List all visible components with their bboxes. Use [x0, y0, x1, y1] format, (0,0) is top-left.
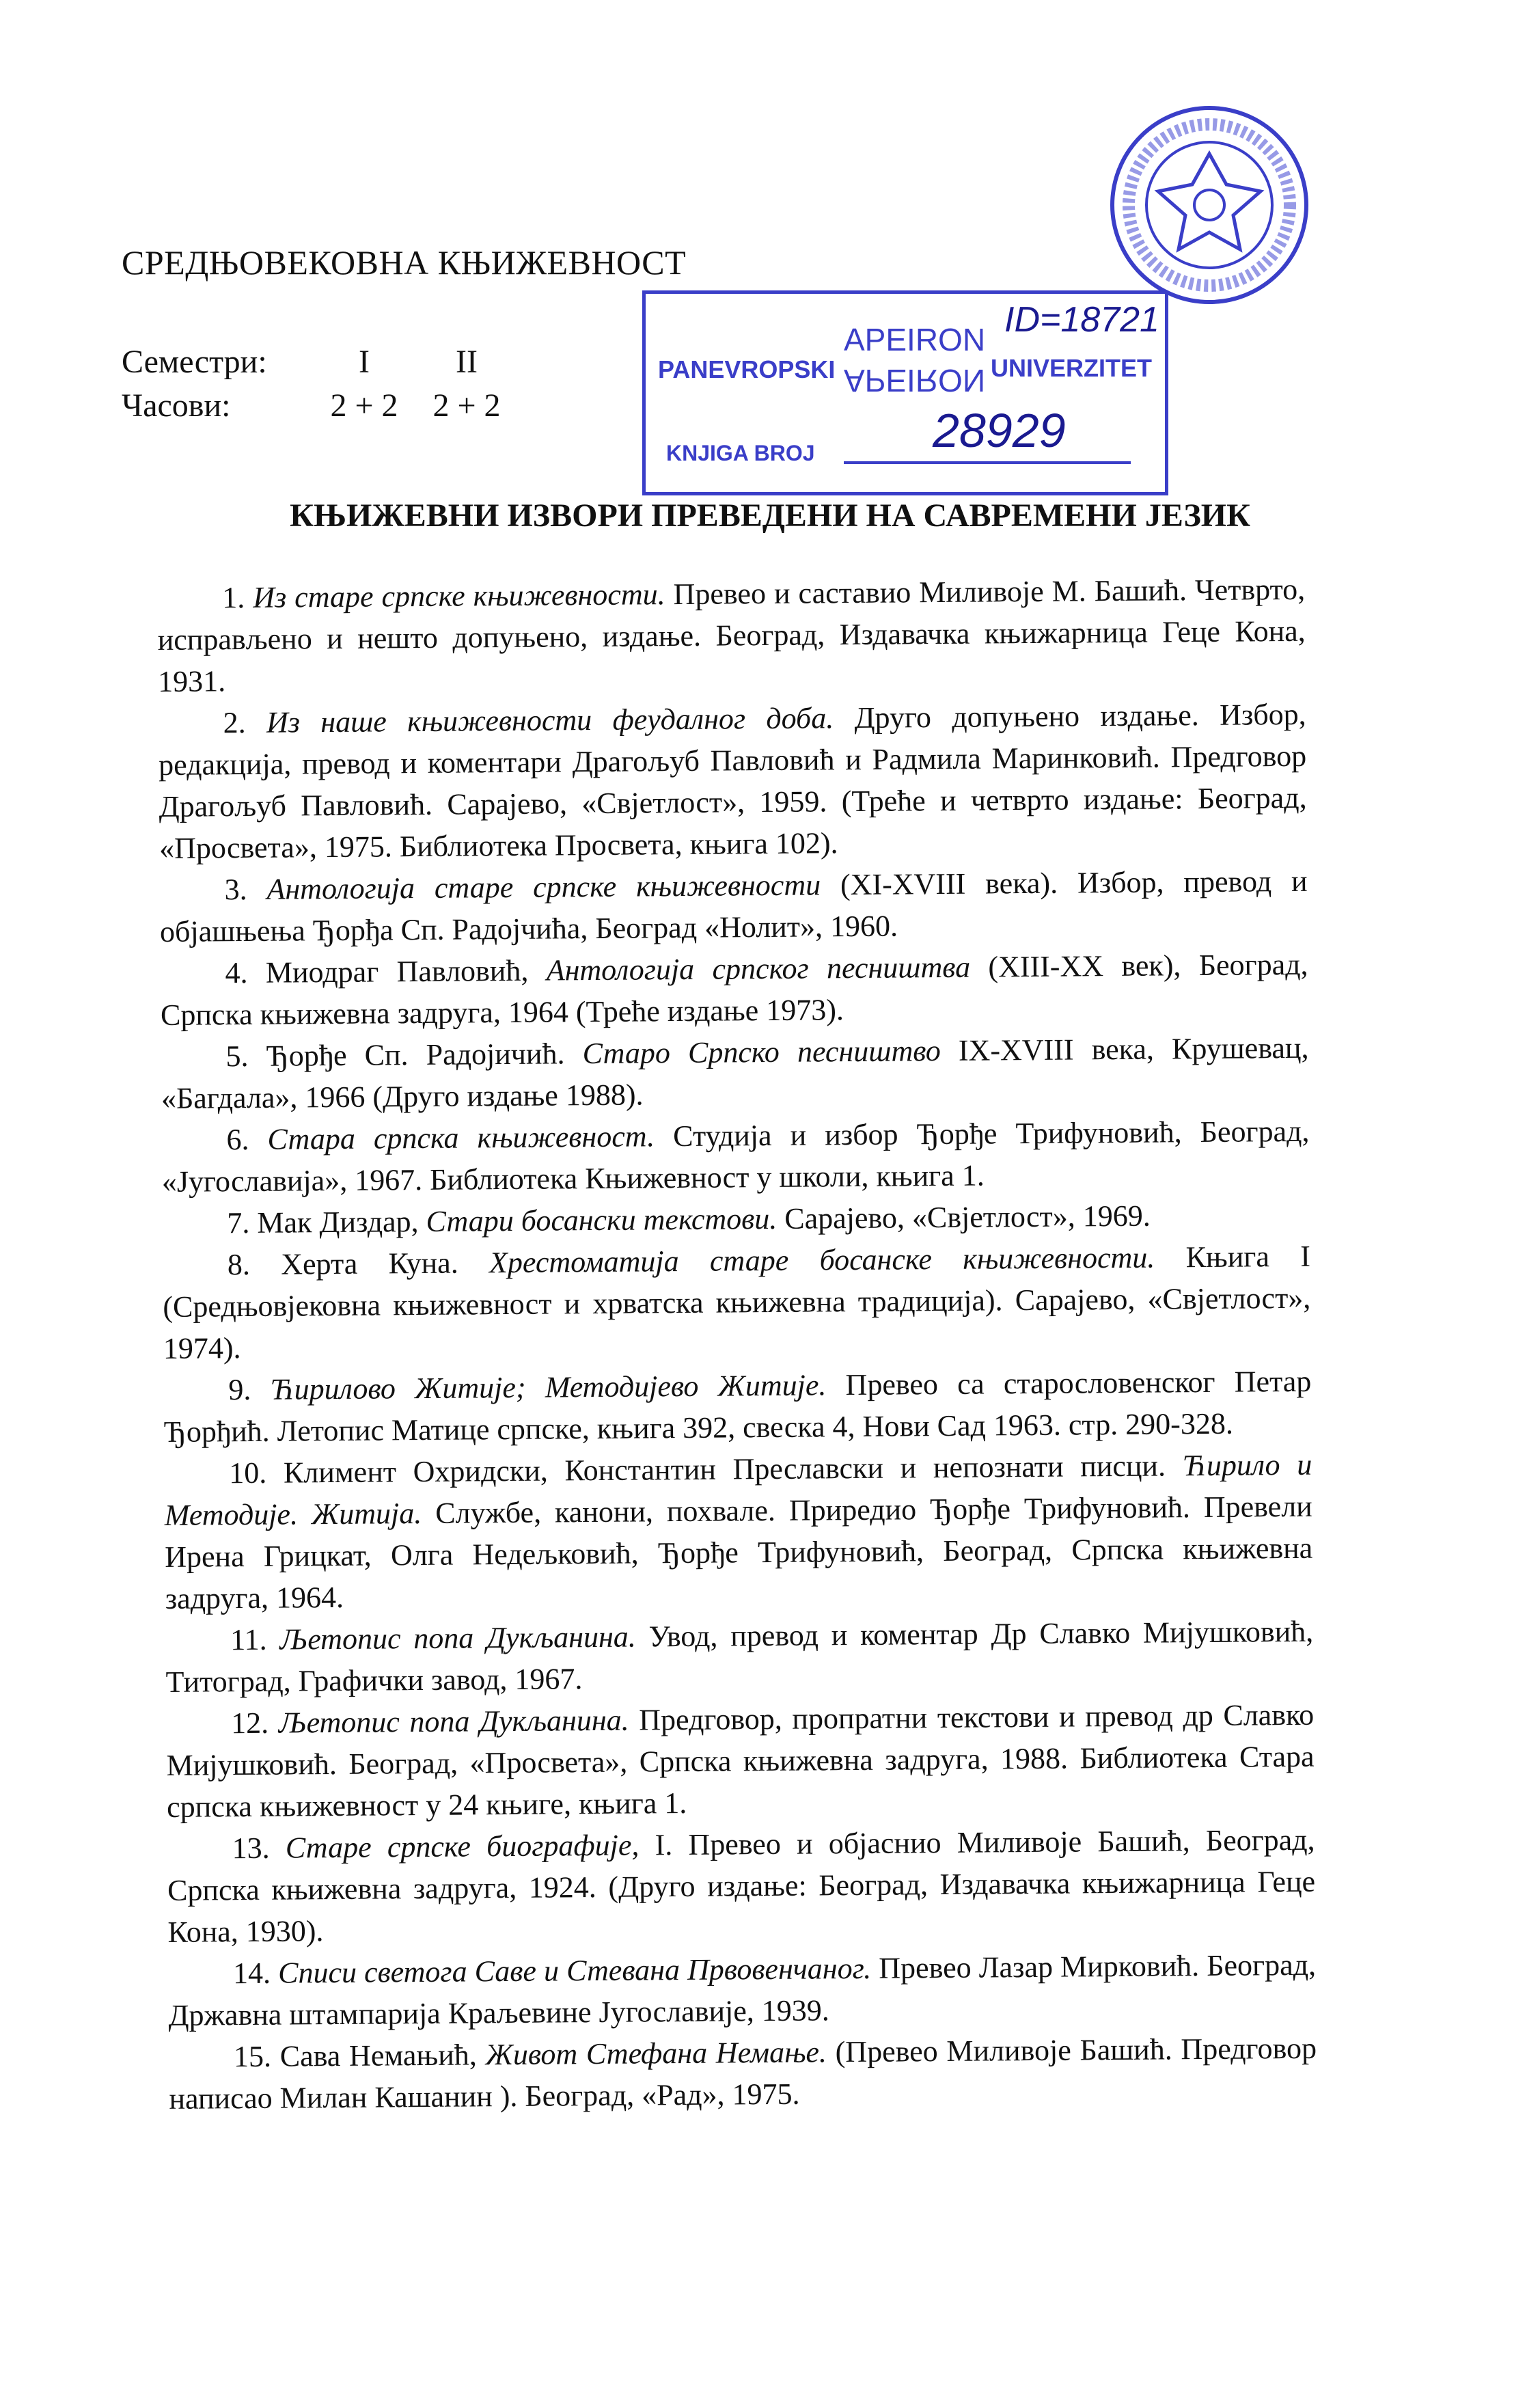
semester-hours-table	[122, 340, 518, 428]
entry-details: Друго допуњено издање. Избор, редакција, превод и коментари Драгољуб Павловић и Радмила Маринковић. Предговор Драгољуб Павловић. Сарајево, «Свјетлост», 1959. (Треће и четврто издање: Београд, «Просвета», 1975. Библиотека Просвета, књига 102).	[158, 697, 1307, 865]
entry-number: 2.	[223, 705, 246, 740]
hours-1: 2 + 2	[330, 387, 398, 424]
entry-details: Увод, превод и коментар Др Славко Мијушковић, Титоград, Графички завод, 1967.	[165, 1614, 1314, 1699]
bibliography-entry	[159, 860, 1308, 953]
entry-details: Превео и саставио Миливоје М. Башић. Четврто, исправљено и нешто допуњено, издање. Београд, Издавачка књижарница Геце Кона, 1931.	[157, 572, 1306, 698]
entry-details: Превео Лазар Мирковић. Београд, Државна штампарија Краљевине Југославије, 1939.	[168, 1948, 1317, 2032]
entry-title: Из наше књижевности феудалног доба.	[266, 701, 834, 739]
semesters-row	[122, 340, 518, 384]
hours-label: Часови:	[122, 387, 231, 424]
semester-2: II	[456, 344, 478, 380]
entry-details: Сарајево, «Свјетлост», 1969.	[777, 1199, 1151, 1236]
bibliography-entry	[165, 1611, 1314, 1703]
bibliography-entry	[158, 694, 1307, 869]
entry-author: Климент Охридски, Константин Преславски и непознати писци.	[283, 1449, 1183, 1490]
entry-number: 9.	[228, 1372, 251, 1407]
bibliography-entry	[163, 1361, 1312, 1453]
entry-title: Антологија српског песништва	[546, 950, 971, 987]
bibliography-entry	[160, 944, 1308, 1036]
bibliography-entry	[161, 1027, 1309, 1119]
university-seal-icon	[1107, 103, 1312, 308]
bibliography-entry	[164, 1444, 1313, 1620]
entry-title: Списи светога Саве и Стевана Првовенчаног.	[277, 1951, 872, 1990]
entry-details: Превео са старословенског Петар Ђорђић. Летопис Матице српске, књига 392, свеска 4, Нови Сад 1963. стр. 290-328.	[163, 1364, 1312, 1449]
entry-details: (XIII-XX век), Београд, Српска књижевна задруга, 1964 (Треће издање 1973).	[160, 947, 1308, 1032]
bibliography-list	[157, 569, 1317, 2120]
entry-details: Предговор, пропратни текстови и превод др Славко Мијушковић. Београд, «Просвета», Српска књижевна задруга, 1988. Библиотека Стара српска књижевност у 24 књиге, књига 1.	[166, 1697, 1315, 1824]
entry-number: 10.	[229, 1456, 267, 1490]
entry-number: 13.	[232, 1831, 270, 1866]
section-heading: КЊИЖЕВНИ ИЗВОРИ ПРЕВЕДЕНИ НА САВРЕМЕНИ ЈЕЗИК	[290, 497, 1250, 534]
entry-title: Хрестоматија старе босанске књижевности.	[489, 1240, 1155, 1280]
entry-author: Херта Куна.	[281, 1246, 490, 1281]
entry-author: Мак Диздар,	[257, 1204, 426, 1240]
entry-title: Живот Стефана Немање.	[485, 2035, 827, 2072]
stamp-book-number: 28929	[933, 404, 1066, 457]
semesters-label: Семестри:	[122, 344, 267, 380]
entry-number: 12.	[230, 1706, 269, 1740]
entry-title: Из старе српске књижевности.	[253, 577, 665, 614]
entry-title: Ћирилово Житије; Методијево Житије.	[270, 1368, 827, 1406]
entry-number: 3.	[224, 872, 247, 907]
entry-details: IX-XVIII века, Крушевац, «Багдала», 1966 (Друго издање 1988).	[161, 1030, 1309, 1115]
bibliography-entry	[163, 1236, 1311, 1369]
stamp-apeiron-mirror: APEIRON	[844, 363, 986, 398]
entry-details: (Превео Миливоје Башић. Предговор написао Милан Кашанин ). Београд, «Рад», 1975.	[169, 2031, 1317, 2116]
entry-number: 14.	[232, 1956, 271, 1991]
bibliography-entry	[161, 1110, 1310, 1203]
entry-number: 7.	[227, 1205, 250, 1240]
entry-details: I. Превео и објаснио Миливоје Башић, Београд, Српска књижевна задруга, 1924. (Друго издање: Београд, Издавачка књижарница Геце Кона, 1930).	[167, 1823, 1316, 1949]
entry-number: 1.	[222, 580, 245, 615]
entry-number: 15.	[233, 2039, 272, 2074]
stamp-id-handwritten: ID=18721	[1004, 300, 1159, 340]
hours-2: 2 + 2	[432, 387, 501, 424]
entry-number: 11.	[230, 1622, 267, 1657]
entry-number: 8.	[227, 1247, 251, 1282]
bibliography-entry	[166, 1694, 1315, 1828]
stamp-univerzitet: UNIVERZITET	[991, 354, 1153, 382]
bibliography-entry	[167, 1819, 1315, 1953]
entry-number: 5.	[225, 1039, 249, 1074]
entry-title: Старе српске биографије,	[285, 1828, 640, 1865]
stamp-panevropski: PANEVROPSKI	[658, 355, 836, 383]
entry-author: Сава Немањић,	[279, 2038, 486, 2073]
bibliography-entry	[168, 1944, 1317, 2036]
entry-title: Стари босански текстови.	[426, 1201, 778, 1238]
entry-author: Ђорђе Сп. Радојичић.	[266, 1037, 583, 1073]
entry-number: 6.	[226, 1122, 249, 1157]
bibliography-entry	[169, 2028, 1317, 2120]
entry-title: Стара српска књижевност.	[267, 1119, 655, 1156]
entry-number: 4.	[225, 955, 248, 990]
entry-title: Љетопис попа Дукљанина.	[279, 1620, 636, 1656]
entry-title: Ћирило и Методије. Житија.	[164, 1447, 1312, 1532]
entry-details: Студија и избор Ђорђе Трифуновић, Београд, «Југославија», 1967. Библиотека Књижевност у школи, књига 1.	[161, 1114, 1310, 1199]
entry-details: (XI-XVIII века). Избор, превод и објашњења Ђорђа Сп. Радојчића, Београд «Нолит», 1960.	[159, 864, 1308, 948]
entry-title: Старо Српско песништво	[582, 1034, 941, 1071]
stamp-knjiga-broj: KNJIGA BROJ	[666, 441, 815, 465]
course-title: СРЕДЊОВЕКОВНА КЊИЖЕВНОСТ	[122, 243, 687, 282]
entry-author: Миодраг Павловић,	[265, 953, 547, 989]
bibliography-entry	[157, 569, 1306, 702]
semester-1: I	[359, 344, 370, 380]
entry-details: Књига I (Средњовјековна књижевност и хрватска књижевна традиција). Сарајево, «Свјетлост», 1974).	[163, 1239, 1311, 1365]
stamp-apeiron: APEIRON	[844, 322, 986, 357]
library-stamp	[642, 290, 1168, 495]
entry-title: Љетопис попа Дукљанина.	[278, 1703, 629, 1740]
hours-row	[122, 384, 518, 428]
entry-details: Службе, канони, похвале. Приредио Ђорђе Трифуновић. Превели Ирена Грицкат, Олга Недељковић, Ђорђе Трифуновић, Београд, Српска књижевна задруга, 1964.	[165, 1489, 1313, 1615]
entry-title: Антологија старе српске књижевности	[266, 868, 821, 906]
stamp-number-line	[844, 461, 1131, 464]
